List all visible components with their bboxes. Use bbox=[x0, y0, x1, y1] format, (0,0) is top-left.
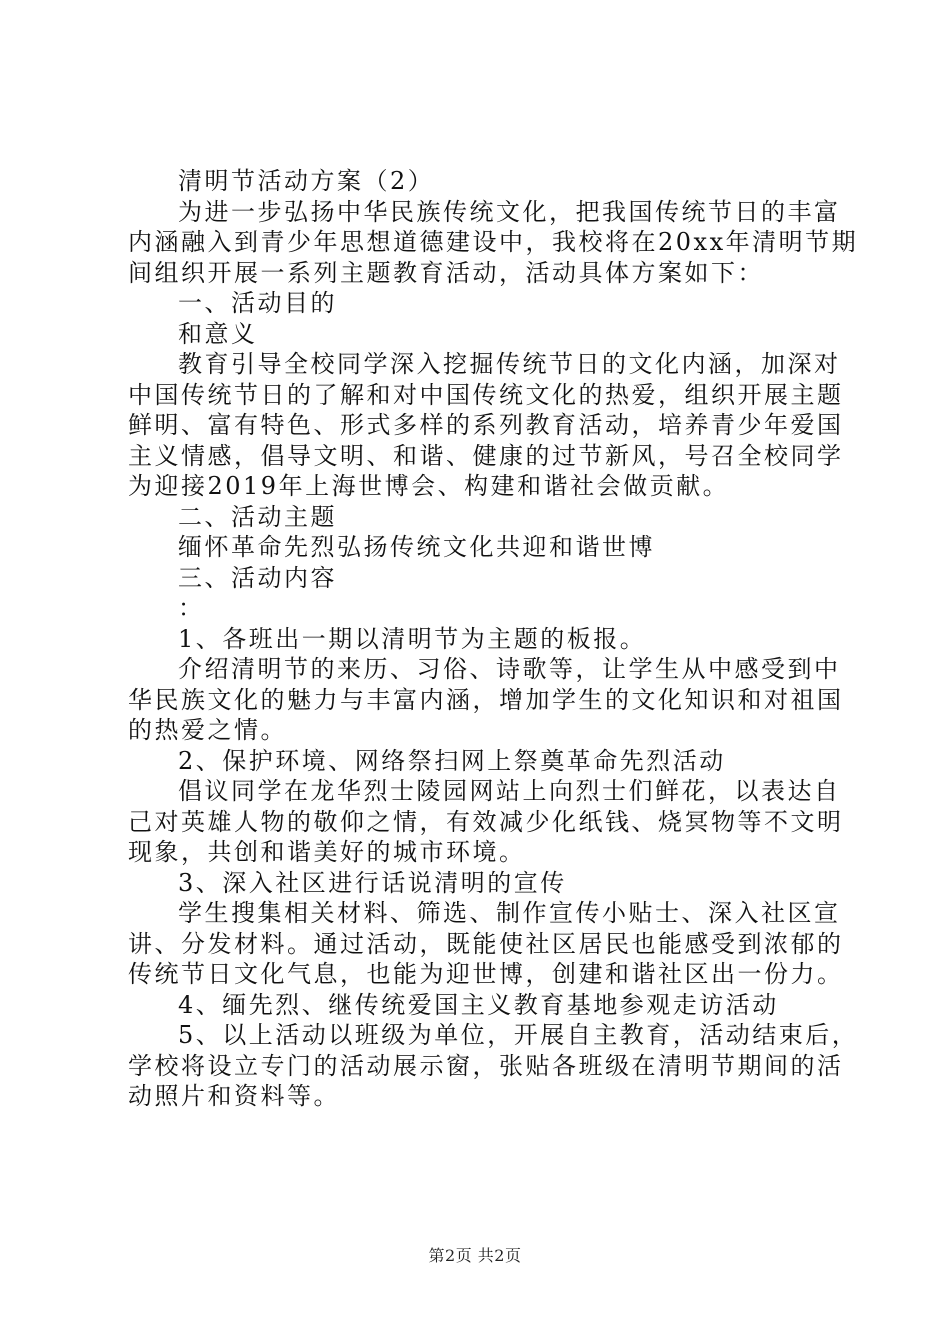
item-1-line: 的热爱之情。 bbox=[128, 716, 287, 744]
intro-line: 间组织开展一系列主题教育活动，活动具体方案如下： bbox=[128, 258, 764, 287]
item-4-title: 4、缅先烈、继传统爱国主义教育基地参观走访活动 bbox=[178, 990, 779, 1019]
item-2-line: 现象，共创和谐美好的城市环境。 bbox=[128, 838, 526, 866]
section-1-line: 教育引导全校同学深入挖掘传统节日的文化内涵，加深对 bbox=[178, 350, 841, 378]
item-2-line: 己对英雄人物的敬仰之情，有效减少化纸钱、烧冥物等不文明 bbox=[128, 807, 844, 836]
section-2-text: 缅怀革命先烈弘扬传统文化共迎和谐世博 bbox=[178, 533, 655, 561]
intro-line: 为进一步弘扬中华民族传统文化，把我国传统节日的丰富 bbox=[178, 197, 841, 226]
section-2-heading: 二、活动主题 bbox=[178, 502, 337, 531]
item-3-line: 学生搜集相关材料、筛选、制作宣传小贴士、深入社区宣 bbox=[178, 899, 841, 927]
page-number-label: 第2页 共2页 bbox=[428, 1246, 522, 1265]
item-5-line: 5、以上活动以班级为单位，开展自主教育，活动结束后， bbox=[178, 1021, 859, 1049]
item-1-line: 华民族文化的魅力与丰富内涵，增加学生的文化知识和对祖国 bbox=[128, 685, 844, 714]
section-1-line: 鲜明、富有特色、形式多样的系列教育活动，培养青少年爱国 bbox=[128, 411, 844, 439]
section-1-heading: 一、活动目的 bbox=[178, 289, 337, 317]
item-2-title: 2、保护环境、网络祭扫网上祭奠革命先烈活动 bbox=[178, 746, 726, 775]
item-2-line: 倡议同学在龙华烈士陵园网站上向烈士们鲜花，以表达自 bbox=[178, 777, 841, 805]
item-3-title: 3、深入社区进行话说清明的宣传 bbox=[178, 868, 567, 897]
section-1-line: 主义情感，倡导文明、和谐、健康的过节新风，号召全校同学 bbox=[128, 441, 844, 470]
page-footer bbox=[0, 1243, 950, 1266]
document-body bbox=[128, 166, 859, 1112]
section-3-heading: 三、活动内容 bbox=[178, 563, 337, 592]
intro-line: 内涵融入到青少年思想道德建设中，我校将在20xx年清明节期 bbox=[128, 228, 859, 256]
document-title: 清明节活动方案（2） bbox=[178, 167, 435, 195]
section-1-line: 中国传统节日的了解和对中国传统文化的热爱，组织开展主题 bbox=[128, 380, 844, 409]
item-5-line: 动照片和资料等。 bbox=[128, 1082, 340, 1110]
item-5-line: 学校将设立专门的活动展示窗，张贴各班级在清明节期间的活 bbox=[128, 1051, 844, 1080]
item-3-line: 讲、分发材料。通过活动，既能使社区居民也能感受到浓郁的 bbox=[128, 929, 844, 958]
item-1-title: 1、各班出一期以清明节为主题的板报。 bbox=[178, 624, 647, 653]
section-1-heading-continued: 和意义 bbox=[178, 319, 258, 348]
item-1-line: 介绍清明节的来历、习俗、诗歌等，让学生从中感受到中 bbox=[178, 655, 841, 683]
section-3-colon: ： bbox=[178, 594, 205, 622]
section-1-line: 为迎接2019年上海世博会、构建和谐社会做贡献。 bbox=[128, 472, 730, 500]
item-3-line: 传统节日文化气息，也能为迎世博，创建和谐社区出一份力。 bbox=[128, 960, 844, 988]
